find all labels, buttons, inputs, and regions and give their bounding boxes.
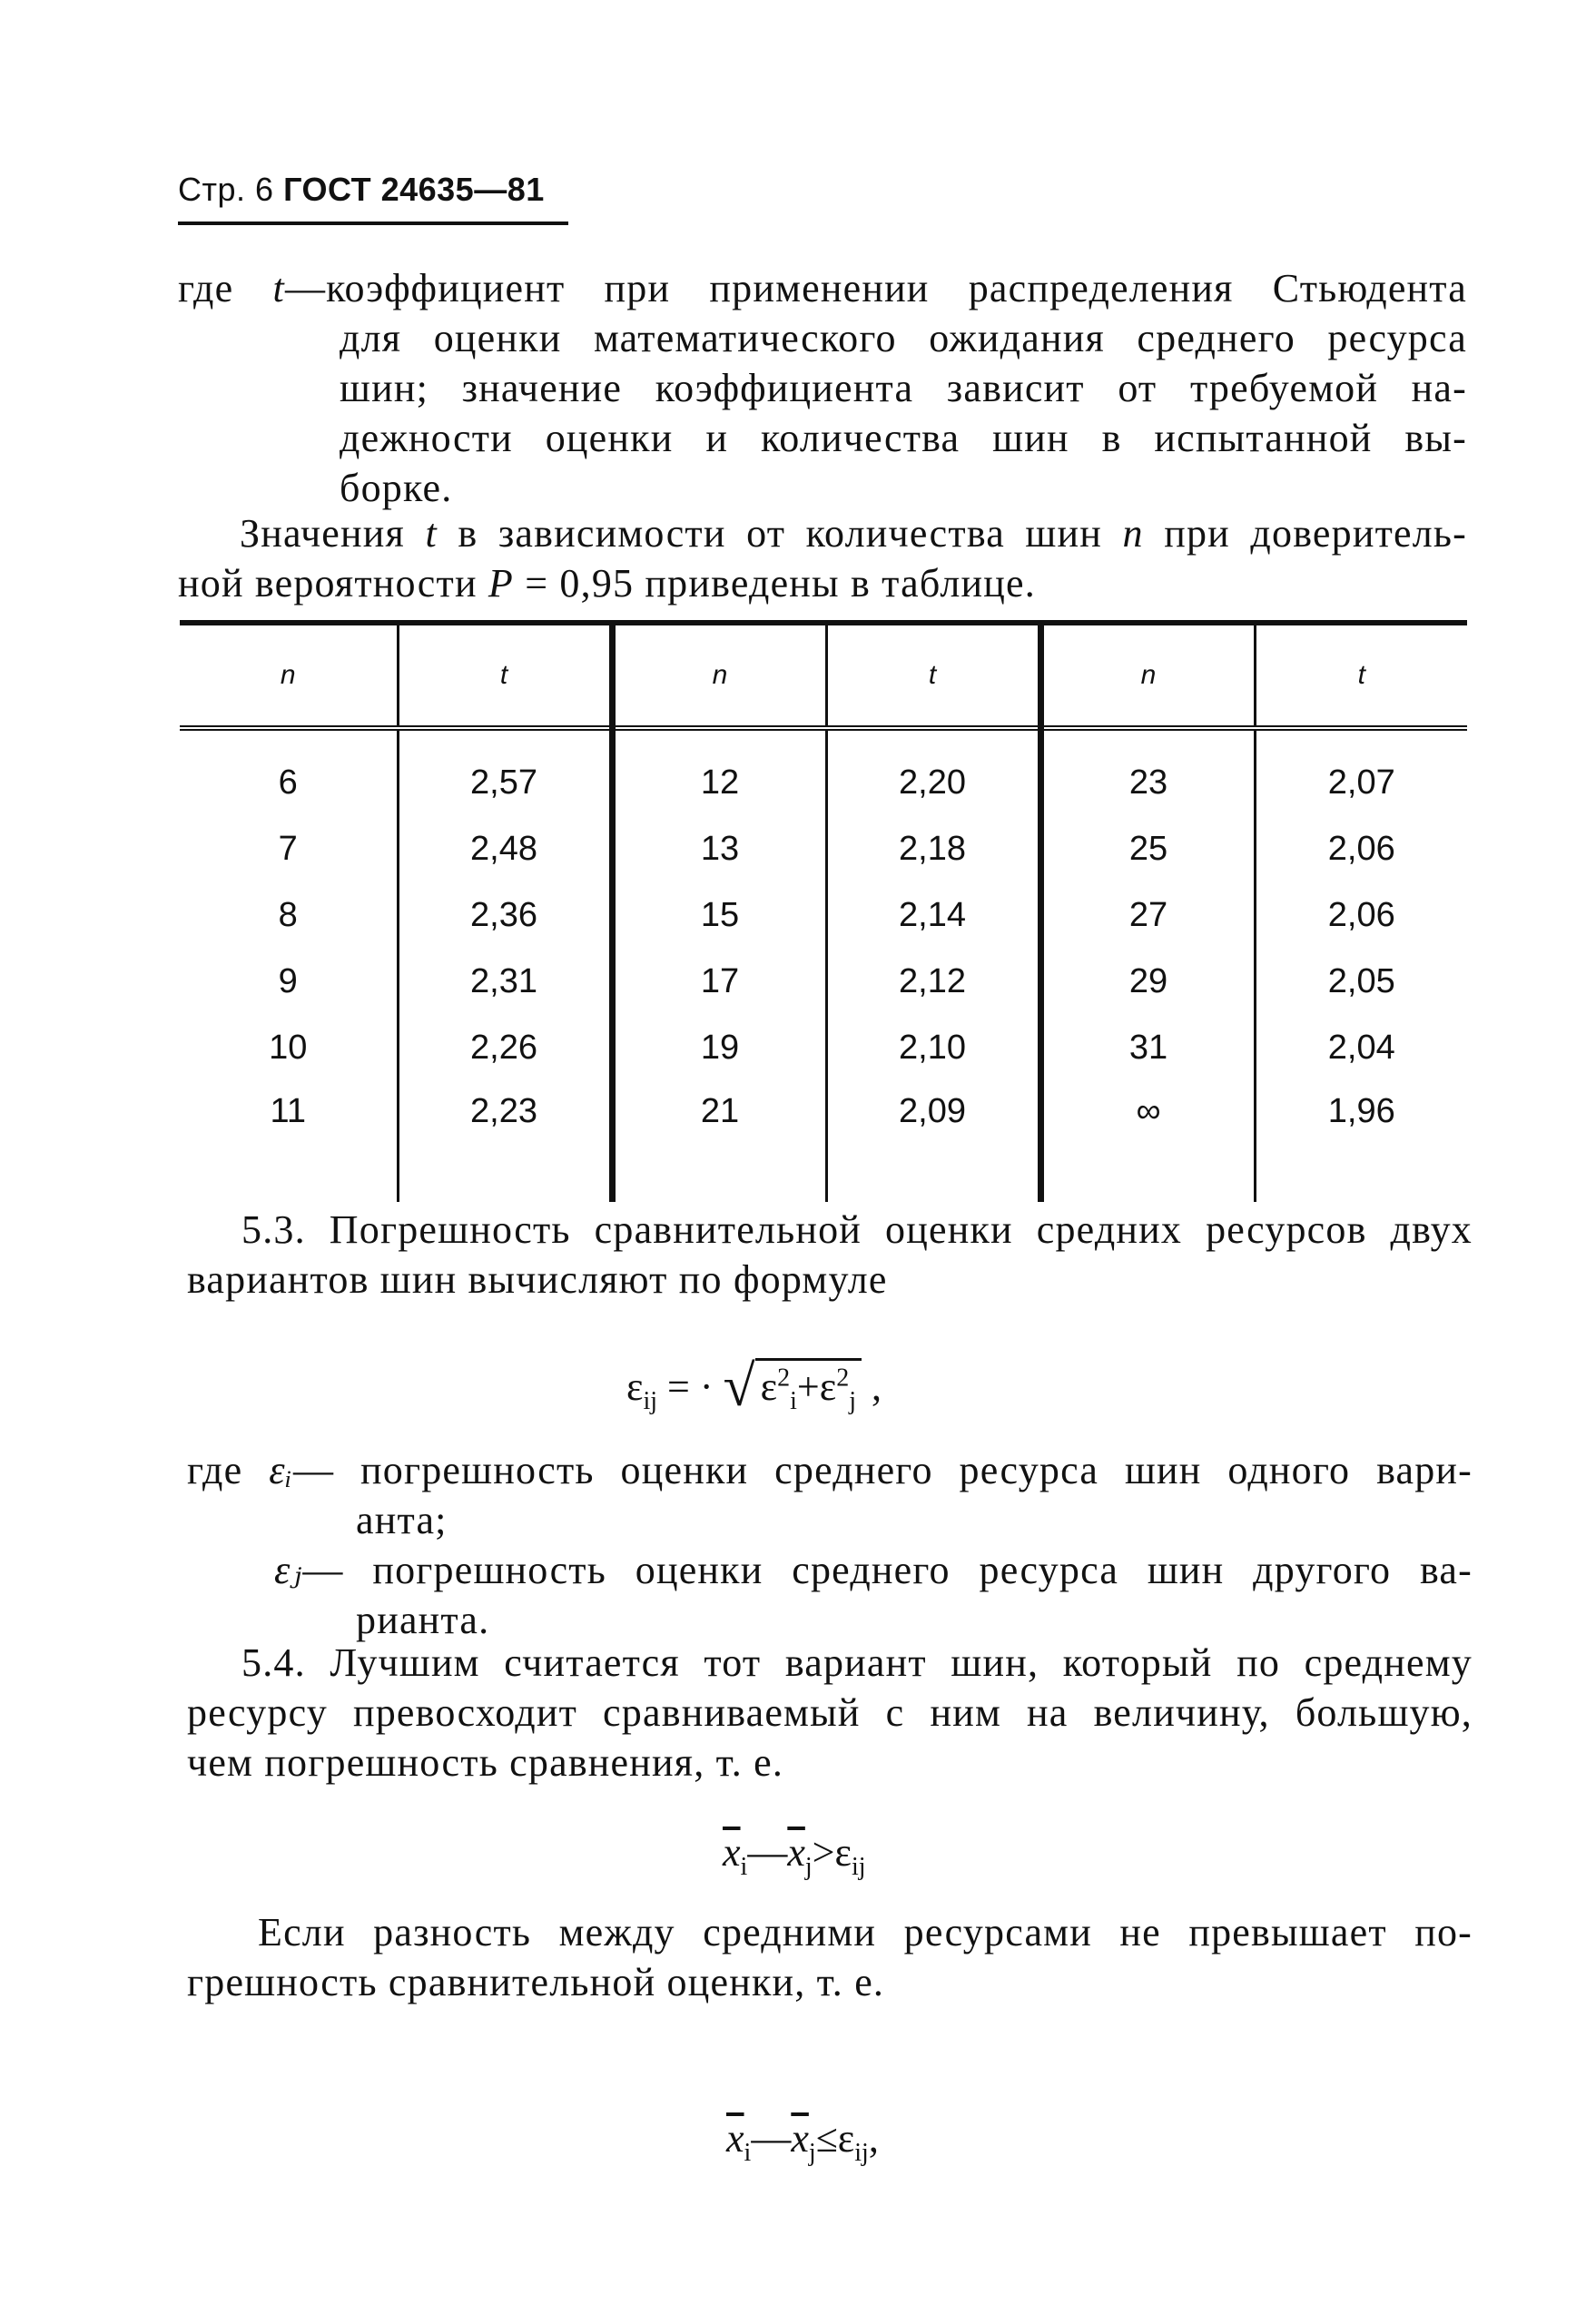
table-cell: 15 [612, 882, 826, 949]
section-5-3 [187, 1205, 1473, 1305]
table-cell: 2,31 [398, 949, 612, 1015]
t-definition-line-1: где t—коэффициент при применении распределения Стьюдента [178, 266, 1467, 310]
table-cell: 17 [612, 949, 826, 1015]
t-definition [178, 263, 1467, 513]
table-cell: ∞ [1040, 1081, 1255, 1202]
table-cell: 12 [612, 728, 826, 816]
table-cell: 29 [1040, 949, 1255, 1015]
table-cell: 2,23 [398, 1081, 612, 1202]
document-code: ГОСТ 24635—81 [283, 171, 545, 208]
t-definition-line-5: борке. [340, 466, 453, 510]
table-row [180, 816, 1467, 882]
student-t-table [180, 620, 1467, 1202]
table-cell: 11 [270, 1092, 306, 1130]
sqrt-radicand: $\varepsilon^2_i+\varepsilon^2_j$ [755, 1358, 862, 1409]
col-header-t: t [826, 623, 1040, 728]
table-cell: 2,57 [398, 728, 612, 816]
t-definition-line-2: для оценки математического ожидания среднего ресурса [340, 316, 1467, 360]
page-number: Стр. 6 [178, 171, 274, 208]
table-cell: 2,36 [398, 882, 612, 949]
formula-error-comparison: $\varepsilon_{ij}$ = · √ $\varepsilon^2_i+\varepsilon^2_j$ , [626, 1354, 882, 1418]
t-definition-line-4: дежности оценки и количества шин в испытанной вы- [340, 416, 1467, 460]
table-cell: 25 [1040, 816, 1255, 882]
formula-equivalent-variants: $\overline{x}_i—\overline{x}_j\le\varepsilon_{ij}$, [726, 2116, 879, 2167]
section-5-4 [187, 1638, 1473, 1787]
epsilon-i-line-2: анта; [356, 1498, 448, 1542]
table-cell: 23 [1040, 728, 1255, 816]
table-cell: 2,07 [1255, 728, 1467, 816]
table-cell: 8 [278, 896, 298, 934]
table-cell: 2,12 [826, 949, 1040, 1015]
formula-better-variant: $\overline{x}_i—\overline{x}_j>\varepsilon_{ij}$ [723, 1830, 866, 1881]
t-definition-line-3: шин; значение коэффициента зависит от требуемой на- [340, 366, 1467, 410]
epsilon-i-line-1: где εᵢ— погрешность оценки среднего ресурса шин одного вари- [187, 1448, 1473, 1492]
section-5-4-line-3: чем погрешность сравнения, т. е. [187, 1740, 784, 1785]
table-row [180, 882, 1467, 949]
epsilon-j-line-1: εⱼ— погрешность оценки среднего ресурса шин другого ва- [274, 1548, 1473, 1592]
table-cell: 27 [1040, 882, 1255, 949]
table-row [180, 728, 1467, 816]
section-5-3-line-1: 5.3. Погрешность сравнительной оценки средних ресурсов двух [241, 1207, 1473, 1252]
table-cell: 2,10 [826, 1015, 1040, 1081]
table-row [180, 1015, 1467, 1081]
difference-paragraph-line-1: Если разность между средними ресурсами не превышает по- [258, 1910, 1473, 1955]
table-cell: 21 [612, 1081, 826, 1202]
col-header-n: n [1040, 623, 1255, 728]
table-cell: 19 [612, 1015, 826, 1081]
table-cell: 10 [269, 1029, 308, 1067]
table-cell: 9 [278, 962, 298, 1000]
table-cell: 2,20 [826, 728, 1040, 816]
table-cell: 2,04 [1255, 1015, 1467, 1081]
table-row [180, 949, 1467, 1015]
table-cell: 6 [278, 763, 298, 802]
section-5-4-line-1: 5.4. Лучшим считается тот вариант шин, который по среднему [241, 1640, 1473, 1685]
table-cell: 2,26 [398, 1015, 612, 1081]
table-cell: 2,14 [826, 882, 1040, 949]
table-cell: 2,06 [1255, 816, 1467, 882]
table-header-row [180, 623, 1467, 728]
table-cell: 1,96 [1255, 1081, 1467, 1202]
table-cell: 2,05 [1255, 949, 1467, 1015]
table-cell: 31 [1040, 1015, 1255, 1081]
table-intro [178, 508, 1467, 608]
col-header-t: t [1255, 623, 1467, 728]
table-cell: 2,09 [826, 1081, 1040, 1202]
section-5-4-line-2: ресурсу превосходит сравниваемый с ним на величину, большую, [187, 1690, 1473, 1735]
epsilon-j-line-2: рианта. [356, 1598, 490, 1642]
difference-paragraph-line-2: грешность сравнительной оценки, т. е. [187, 1960, 885, 2004]
table-cell: 7 [278, 830, 298, 868]
square-root [724, 1353, 862, 1420]
table-intro-line-2: ной вероятности P = 0,95 приведены в таблице. [178, 561, 1036, 606]
table-cell: 13 [612, 816, 826, 882]
table-cell: 2,18 [826, 816, 1040, 882]
table-intro-line-1: Значения t в зависимости от количества шин n при доверитель- [240, 511, 1468, 556]
col-header-n: n [612, 623, 826, 728]
table-cell: 2,48 [398, 816, 612, 882]
epsilon-definitions [187, 1445, 1473, 1645]
section-5-3-line-2: вариантов шин вычисляют по формуле [187, 1257, 888, 1302]
page-header [178, 171, 568, 225]
table-row [180, 1081, 1467, 1202]
col-header-n: n [180, 623, 398, 728]
difference-paragraph [187, 1907, 1473, 2007]
table-cell: 2,06 [1255, 882, 1467, 949]
col-header-t: t [398, 623, 612, 728]
sqrt-icon: √ [723, 1354, 755, 1418]
